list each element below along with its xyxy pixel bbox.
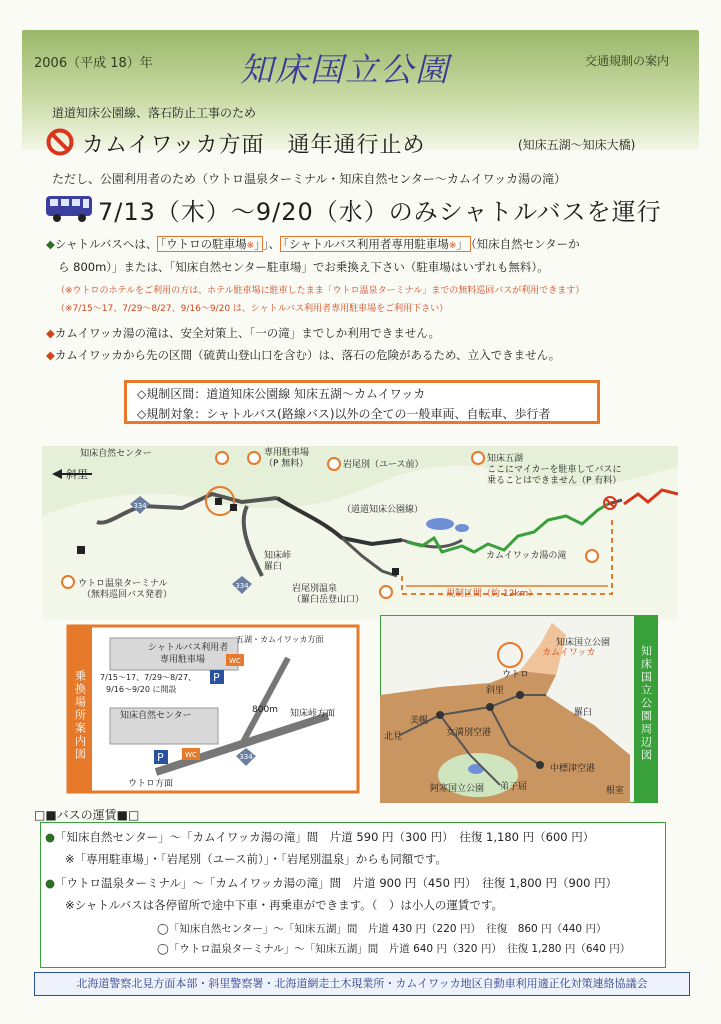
fare-note-2: ※シャトルバスは各停留所で途中下車・再乗車ができます。（ ）は小人の運賃です。	[65, 898, 504, 912]
label-exclusive-lot: シャトルバス利用者	[148, 643, 229, 653]
label-shari: 斜里	[486, 686, 505, 696]
closure-heading: カムイワッカ方面 通年通行止め	[82, 133, 426, 158]
parking-icon: P	[213, 671, 220, 684]
label-park: 知床国立公園	[556, 638, 611, 648]
label-kamui: カムイワッカ	[542, 648, 596, 658]
label-akan: 阿寒国立公園	[430, 784, 485, 794]
route-334-shield: 334	[133, 502, 147, 510]
bullet-restricted: ◆カムイワッカから先の区間（硫黄山登山口を含む）は、落石の危険があるため、立入できません。	[46, 348, 561, 362]
bullet-waterfall: ◆カムイワッカ湯の滝は、安全対策上、「一の滝」までしか利用できません。	[46, 326, 440, 340]
label-kitami: 北見	[384, 732, 403, 742]
exclusive-parking-label: 「シャトルバス利用者専用駐車場※」	[280, 236, 471, 252]
label-pass2: 羅臼	[264, 562, 283, 572]
label-goko-note1: ここにマイカーを駐車してバスに	[487, 465, 622, 475]
label-park-road: （道道知床公園線）	[342, 505, 424, 515]
wc-icon: WC	[185, 751, 197, 759]
fares-heading: □■バスの運賃■□	[34, 808, 140, 822]
label-center: 知床自然センター	[120, 711, 192, 721]
exception-text: ただし、公園利用者のため（ウトロ温泉ターミナル・知床自然センター～カムイワッカ湯の滝）	[52, 172, 567, 186]
bullet-icon: ●	[45, 830, 56, 844]
label-exclusive-lot2: 専用駐車場	[160, 655, 206, 665]
fare-row-3: ◯「知床自然センター」～「知床五湖」間 片道 430 円（220 円） 往復 860 円（440 円）	[157, 923, 607, 935]
label-goko-note2: 乗ることはできません（P 有料）	[487, 476, 622, 486]
route-334-shield: 334	[239, 753, 253, 761]
label-teshikaga: 弟子屈	[500, 782, 528, 792]
label-utoro-terminal: ウトロ温泉ターミナル	[78, 579, 168, 589]
label-memanbetsu: 女満別空港	[446, 728, 492, 738]
parking-icon: P	[157, 751, 164, 764]
fares-box	[40, 822, 666, 968]
closure-section: (知床五湖～知床大橋)	[518, 138, 636, 152]
fare-row-1: ●「知床自然センター」～「カムイワッカ湯の滝」間 片道 590 円（300 円） 往復 1,180 円（600 円）	[45, 830, 595, 844]
label-goko-dir: 五湖・カムイワッカ方面	[236, 635, 324, 644]
label-shari: 斜里	[66, 468, 88, 481]
diamond-icon: ◆	[46, 237, 55, 251]
route-334-shield: 334	[235, 582, 249, 590]
footer-organizations: 北海道警察北見方面本部・斜里警察署・北海道網走土木現業所・カムイワッカ地区自動車利用適正化対策連絡協議会	[34, 972, 690, 996]
label-nemuro: 根室	[606, 786, 625, 796]
label-parking-free: （P 無料）	[264, 459, 309, 469]
note-hotel: （※ウトロのホテルをご利用の方は、ホテル駐車場に駐車したまま「ウトロ温泉ターミナル」までの無料巡回バスが利用できます）	[56, 286, 585, 296]
label-lot-dates2: 9/16～9/20 に開設	[106, 685, 177, 694]
label-iwaobetsu-onsen: 岩尾別温泉	[292, 584, 338, 594]
area-map	[380, 615, 658, 803]
label-regulated-section: 規制区間（約 12km）	[446, 589, 538, 599]
label-utoro-dir: ウトロ方面	[128, 779, 174, 789]
fare-row-4: ◯「ウトロ温泉ターミナル」～「知床五湖」間 片道 640 円（320 円） 往復 1,280 円（640 円）	[157, 943, 631, 955]
label-rausu-trail: （羅臼岳登山口）	[292, 595, 365, 605]
notice-label: 交通規制の案内	[585, 54, 670, 68]
bullet-icon: ●	[45, 876, 56, 890]
label-utoro: ウトロ	[502, 670, 530, 680]
year-label: 2006（平成 18）年	[34, 56, 153, 71]
bullet-parking-line2: ら 800m）」または、「知床自然センター駐車場」でお乗換え下さい（駐車場はいずれも無料）。	[58, 260, 549, 274]
label-pass-dir: 知床峠方面	[290, 709, 336, 719]
label-iwaobetsu: 岩尾別（ユース前）	[343, 460, 424, 470]
utoro-parking-label: 「ウトロの駐車場※」	[157, 236, 263, 252]
transfer-map-title: 乗換場所案内図	[73, 670, 87, 761]
label-pass1: 知床峠	[264, 551, 292, 561]
diamond-icon: ◆	[46, 326, 55, 340]
label-free-bus: （無料巡回バス発着）	[82, 590, 173, 600]
fare-note-1: ※「専用駐車場」・「岩尾別（ユース前）」・「岩尾別温泉」からも同額です。	[65, 852, 447, 866]
note-dates: （※7/15～17、7/29～8/27、9/16～9/20 は、シャトルバス利用者専用駐車場をご利用下さい）	[56, 304, 449, 314]
reason-text: 道道知床公園線、落石防止工事のため	[52, 106, 257, 120]
label-nakashibetsu: 中標津空港	[550, 764, 596, 774]
area-map-title: 知床国立公園周辺図	[639, 645, 653, 762]
label-lot-dates: 7/15～17、7/29～8/27、	[100, 673, 197, 682]
label-kamuiwakka: カムイワッカ湯の滝	[486, 551, 567, 561]
diamond-icon: ◆	[46, 348, 55, 362]
no-entry-icon	[46, 128, 74, 156]
wc-icon: WC	[229, 657, 241, 665]
regulation-section: ◇規制区間：道道知床公園線 知床五湖～カムイワッカ	[137, 387, 426, 401]
route-map	[42, 446, 678, 620]
label-distance: 800m	[252, 705, 278, 715]
regulation-target: ◇規制対象：シャトルバス(路線バス)以外の全ての一般車両、自転車、歩行者	[137, 407, 551, 421]
label-nature-center: 知床自然センター	[80, 449, 152, 459]
bullet-parking: ◆シャトルバスへは、 「ウトロの駐車場※」 」、 「シャトルバス利用者専用駐車場※」 （知床自然センターか	[46, 237, 580, 251]
regulation-box	[124, 380, 600, 424]
label-bihoro: 美幌	[410, 716, 429, 726]
shuttle-heading: 7/13（木）～9/20（水）のみシャトルバスを運行	[98, 198, 662, 226]
bus-icon	[45, 193, 95, 223]
label-exclusive-parking: 専用駐車場	[264, 448, 310, 458]
transfer-map	[66, 620, 360, 796]
label-goko: 知床五湖	[487, 454, 524, 464]
page-title: 知床国立公園	[240, 50, 450, 89]
label-rausu: 羅臼	[574, 708, 593, 718]
fare-row-2: ●「ウトロ温泉ターミナル」～「カムイワッカ湯の滝」間 片道 900 円（450 円） 往復 1,800 円（900 円）	[45, 876, 618, 890]
